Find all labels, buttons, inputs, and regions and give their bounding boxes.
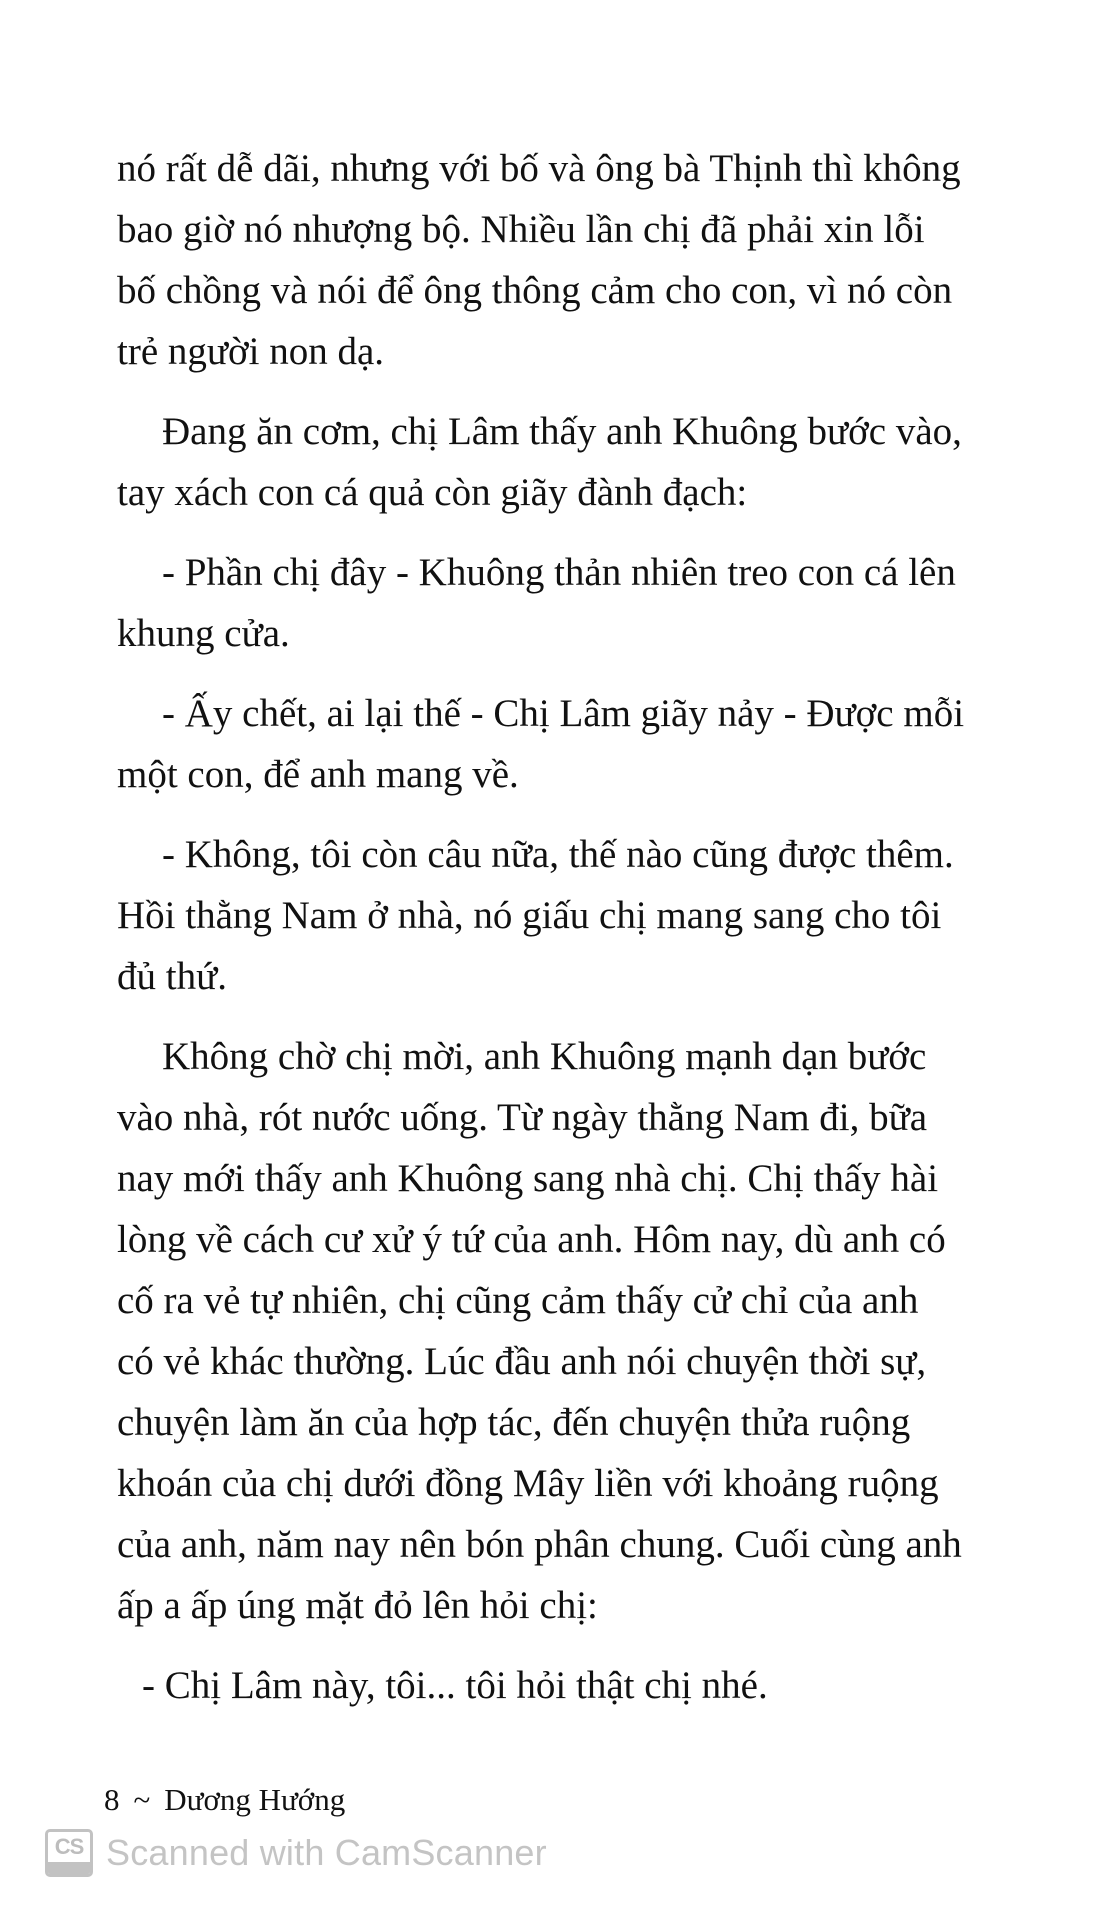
book-page-body (117, 138, 1057, 1735)
text-line: ấp a ấp úng mặt đỏ lên hỏi chị: (117, 1584, 598, 1627)
dialogue-paragraph (117, 542, 1057, 664)
text-line: - Ấy chết, ai lại thế - Chị Lâm giãy nảy - Được mỗi (162, 692, 965, 735)
text-line: bố chồng và nói để ông thông cảm cho con, vì nó còn (117, 269, 953, 312)
text-line: Đang ăn cơm, chị Lâm thấy anh Khuông bước vào, (162, 410, 962, 453)
text-line: tay xách con cá quả còn giãy đành đạch: (117, 471, 748, 514)
text-line: - Chị Lâm này, tôi... tôi hỏi thật chị nhé. (142, 1664, 768, 1707)
text-line: cố ra vẻ tự nhiên, chị cũng cảm thấy cử chỉ của anh (117, 1279, 919, 1322)
text-line: có vẻ khác thường. Lúc đầu anh nói chuyện thời sự, (117, 1340, 927, 1383)
paragraph (117, 1026, 1057, 1636)
camscanner-watermark (45, 1829, 547, 1877)
page-number: 8 (104, 1782, 120, 1817)
text-line: - Không, tôi còn câu nữa, thế nào cũng được thêm. (162, 833, 954, 876)
paragraph (117, 138, 1057, 382)
dialogue-paragraph (117, 1655, 1057, 1716)
text-line: trẻ người non dạ. (117, 330, 385, 373)
text-line: một con, để anh mang về. (117, 753, 519, 796)
text-line: đủ thứ. (117, 955, 227, 998)
text-line: nó rất dễ dãi, nhưng với bố và ông bà Thịnh thì không (117, 147, 961, 190)
paragraph (117, 401, 1057, 523)
text-line: khoán của chị dưới đồng Mây liền với khoảng ruộng (117, 1462, 939, 1505)
text-line: của anh, năm nay nên bón phân chung. Cuối cùng anh (117, 1523, 962, 1566)
dialogue-paragraph (117, 824, 1057, 1007)
text-line: nay mới thấy anh Khuông sang nhà chị. Chị thấy hài (117, 1157, 939, 1200)
author-name: Dương Hướng (164, 1782, 346, 1817)
camscanner-logo-icon (45, 1829, 93, 1877)
page-footer (104, 1782, 345, 1818)
footer-separator: ~ (133, 1782, 151, 1817)
text-line: Hồi thằng Nam ở nhà, nó giấu chị mang sang cho tôi (117, 894, 942, 937)
text-line: - Phần chị đây - Khuông thản nhiên treo con cá lên (162, 551, 956, 594)
camscanner-logo-bar (48, 1862, 90, 1874)
text-line: bao giờ nó nhượng bộ. Nhiều lần chị đã phải xin lỗi (117, 208, 925, 251)
text-line: chuyện làm ăn của hợp tác, đến chuyện thửa ruộng (117, 1401, 911, 1444)
text-line: Không chờ chị mời, anh Khuông mạnh dạn bước (162, 1035, 927, 1078)
camscanner-logo-label: CS (54, 1834, 84, 1859)
text-line: khung cửa. (117, 612, 290, 655)
dialogue-paragraph (117, 683, 1057, 805)
text-line: lòng về cách cư xử ý tứ của anh. Hôm nay, dù anh có (117, 1218, 946, 1261)
watermark-text: Scanned with CamScanner (106, 1832, 547, 1873)
text-line: vào nhà, rót nước uống. Từ ngày thằng Nam đi, bữa (117, 1096, 928, 1139)
